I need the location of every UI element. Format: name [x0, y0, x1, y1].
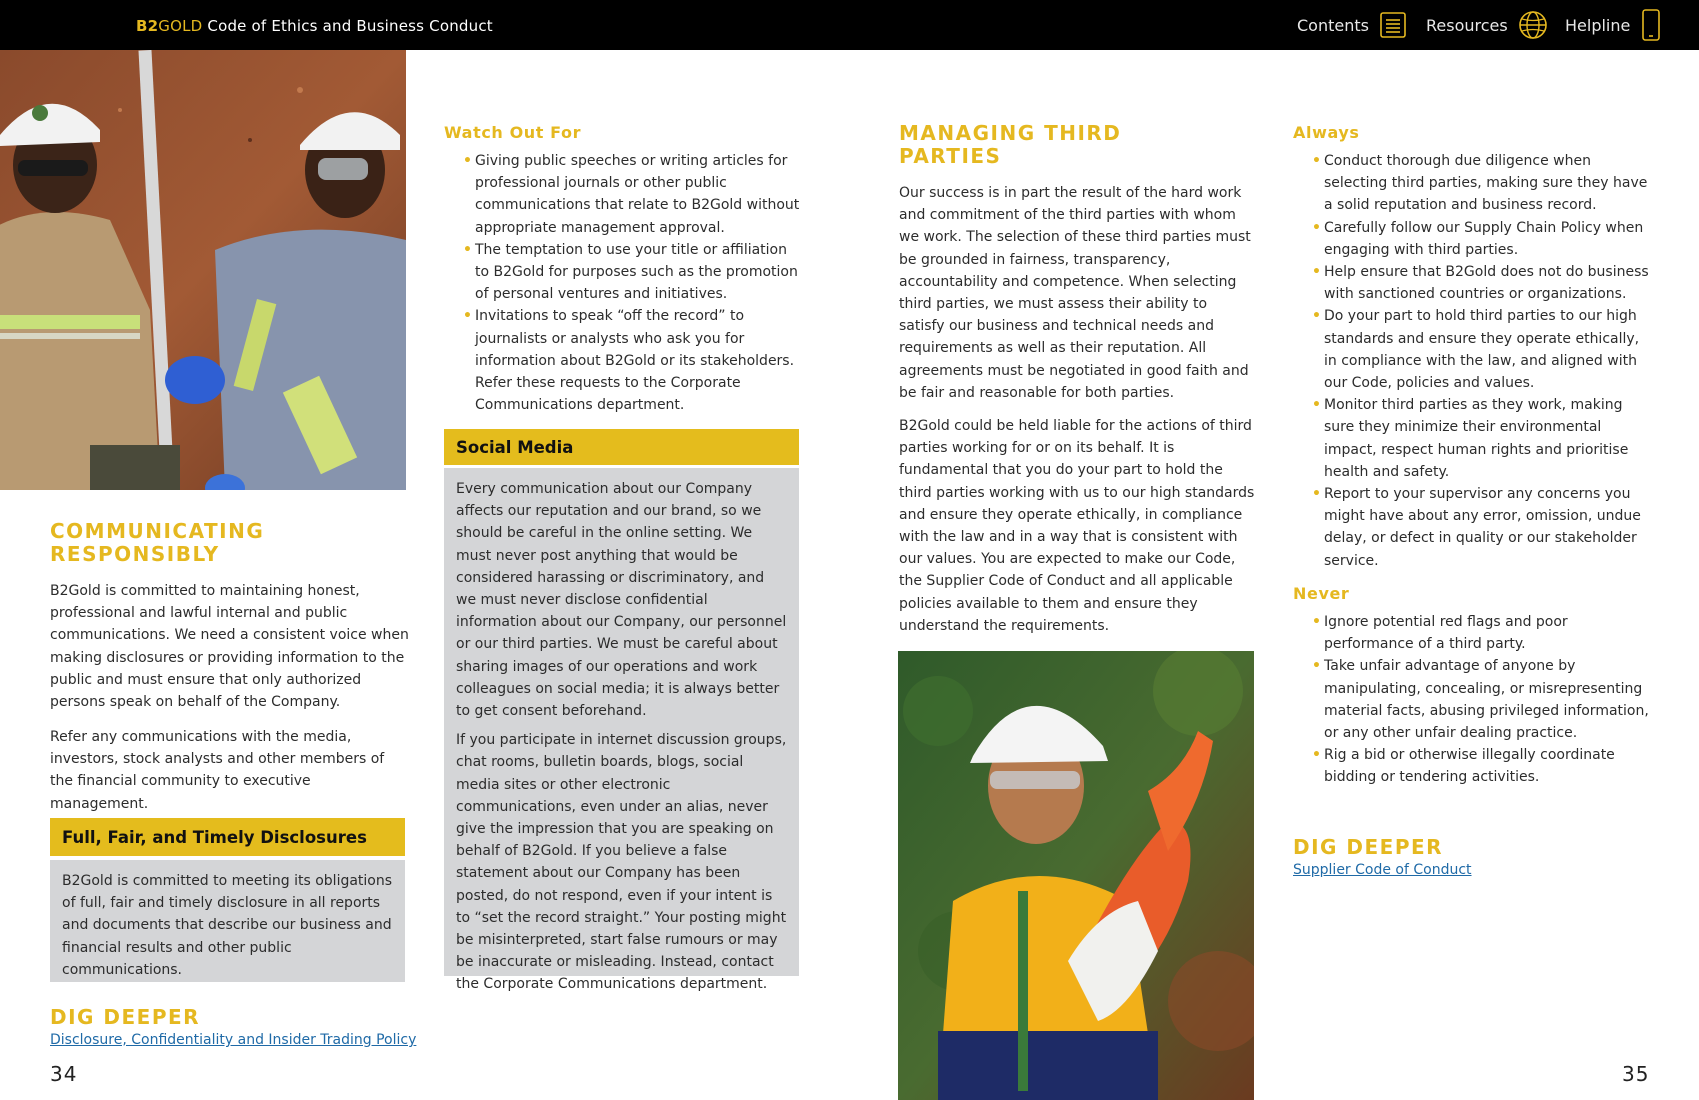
helpline-button[interactable]: [1565, 0, 1662, 50]
third-parties-para-2: B2Gold could be held liable for the actions of third parties working for or on its behalf. It is fundamental that you do your part to hold the third parties working with us to our high standards and ensure they operate ethically, in compliance with the law and in a way that is consistent with our values. You are expected to make our Code, the Supplier Code of Conduct and all applicable policies available to them and ensure they understand the requirements.: [899, 418, 1255, 634]
helpline-label: Helpline: [1565, 15, 1631, 35]
watch-out-list: [444, 150, 804, 416]
supplier-code-link[interactable]: Supplier Code of Conduct: [1293, 862, 1472, 878]
watch-out-item: • The temptation to use your title or affiliation to B2Gold for purposes such as the promotion of personal ventures and initiatives.: [444, 239, 804, 306]
disclosures-box: [50, 860, 405, 982]
miners-photo: [0, 50, 406, 490]
phone-icon: [1640, 9, 1662, 41]
disclosures-box-text: B2Gold is committed to meeting its obligations of full, fair and timely disclosure in all reports and documents that describe our business and financial results and other public communications.: [62, 873, 393, 978]
page-number-left: 34: [50, 1062, 78, 1086]
communicating-para-1: B2Gold is committed to maintaining honest, professional and lawful internal and public communications. We need a consistent voice when making disclosures or providing information to the public and must ensure that only authorized persons speak on behalf of the Company.: [50, 583, 409, 711]
third-parties-para-1: Our success is in part the result of the hard work and commitment of the third parties with whom we work. The selection of these third parties must be grounded in fairness, transparency, accountability and competence. When selecting third parties, we must assess their ability to satisfy our business and technical needs and requirements as well as their reputation. All agreements must be negotiated in good faith and be fair and reasonable for both parties.: [899, 185, 1251, 401]
watch-out-item: • Giving public speeches or writing articles for professional journals or other public communications that relate to B2Gold without appropriate management approval.: [444, 150, 804, 239]
resources-button[interactable]: [1426, 0, 1548, 50]
never-heading: Never: [1293, 584, 1350, 603]
never-item: • Take unfair advantage of anyone by manipulating, concealing, or misrepresenting material facts, abusing privileged information, or any other unfair dealing practice.: [1293, 655, 1655, 744]
social-media-box: [444, 468, 799, 993]
dig-deeper-heading-left: DIG DEEPER: [50, 1005, 201, 1029]
contents-button[interactable]: [1297, 0, 1407, 50]
disclosures-box-title: Full, Fair, and Timely Disclosures: [50, 818, 405, 856]
top-bar: [0, 0, 1699, 50]
page-number-right: 35: [1622, 1062, 1650, 1086]
social-media-para-2: If you participate in internet discussion groups, chat rooms, bulletin boards, blogs, social media sites or other electronic communications, even under an alias, never give the impression that you are speaking on behalf of B2Gold. If you believe a false statement about our Company has been posted, do not respond, even if your intent is to “set the record straight.” Your posting might be misinterpreted, start false rumours or may be inaccurate or misleading. Instead, contact the Corporate Communications department.: [456, 732, 787, 993]
always-list: [1293, 150, 1655, 572]
dig-deeper-heading-right: DIG DEEPER: [1293, 835, 1444, 859]
always-item: • Report to your supervisor any concerns you might have about any error, omission, undue delay, or defect in quality or our stakeholder service.: [1293, 483, 1655, 572]
never-item: • Ignore potential red flags and poor performance of a third party.: [1293, 611, 1655, 655]
social-media-title: Social Media: [444, 429, 799, 465]
watch-out-item: • Invitations to speak “off the record” to journalists or analysts who ask you for information about B2Gold or its stakeholders. Refer these requests to the Corporate Communications department.: [444, 305, 804, 416]
contents-label: Contents: [1297, 15, 1369, 35]
always-heading: Always: [1293, 123, 1360, 142]
contents-icon: [1379, 11, 1407, 39]
always-item: • Help ensure that B2Gold does not do business with sanctioned countries or organizations.: [1293, 261, 1655, 305]
brand-title: B2GOLD Code of Ethics and Business Conduct: [136, 17, 493, 35]
disclosure-policy-link[interactable]: Disclosure, Confidentiality and Insider Trading Policy: [50, 1032, 417, 1048]
never-item: • Rig a bid or otherwise illegally coordinate bidding or tendering activities.: [1293, 744, 1655, 788]
never-list: [1293, 611, 1655, 789]
managing-third-parties-heading: MANAGING THIRD PARTIES: [899, 121, 1122, 168]
resources-label: Resources: [1426, 15, 1508, 35]
social-media-para-1: Every communication about our Company affects our reputation and our brand, so we should be careful in the online setting. We must never post anything that would be considered harassing or discriminatory, and we must never disclose confidential information about our Company, our personnel or our third parties. We must be careful about sharing images of our operations and work colleagues on social media; it is always better to get consent beforehand.: [456, 481, 787, 720]
worker-photo: [898, 651, 1254, 1100]
communicating-heading: COMMUNICATING RESPONSIBLY: [50, 519, 265, 566]
always-item: • Carefully follow our Supply Chain Policy when engaging with third parties.: [1293, 217, 1655, 261]
always-item: • Monitor third parties as they work, making sure they minimize their environmental impact, respect human rights and prioritise health and safety.: [1293, 394, 1655, 483]
always-item: • Do your part to hold third parties to our high standards and ensure they operate ethically, in compliance with the law, and aligned with our Code, policies and values.: [1293, 305, 1655, 394]
watch-out-heading: Watch Out For: [444, 123, 582, 142]
communicating-para-2: Refer any communications with the media, investors, stock analysts and other members of the financial community to executive management.: [50, 729, 385, 812]
globe-icon: [1518, 10, 1548, 40]
always-item: • Conduct thorough due diligence when selecting third parties, making sure they have a solid reputation and business record.: [1293, 150, 1655, 217]
